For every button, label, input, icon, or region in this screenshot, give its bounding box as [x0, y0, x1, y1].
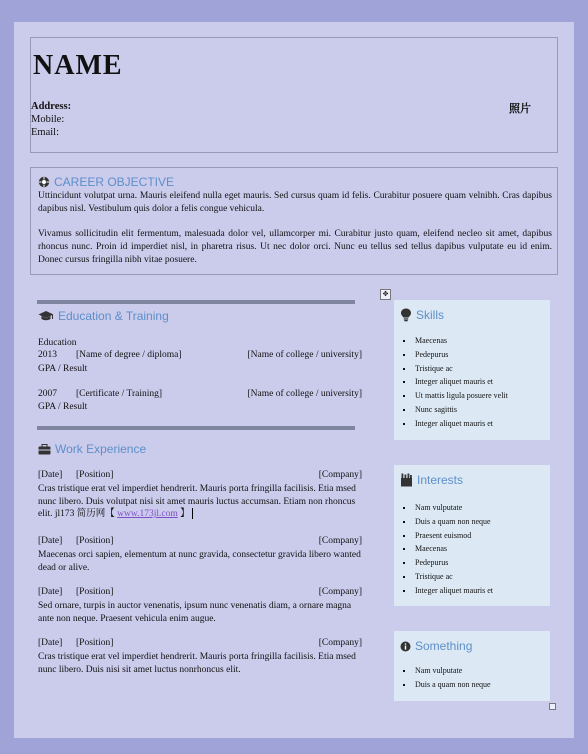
resume-page — [14, 22, 574, 738]
job-4-description[interactable]: Cras tristique erat vel imperdiet hendrerit. Mauris porta fringilla facilisis. Etia msed nunc libero. Duis nisi sit amet luctus nonrhoncus elit. — [38, 652, 356, 675]
list-item[interactable]: ▪ Tristique ac — [414, 570, 493, 584]
target-icon — [38, 176, 50, 188]
pencils-icon — [400, 473, 413, 487]
list-item[interactable]: ▪ Pedepurus — [414, 556, 493, 570]
list-item[interactable]: ▪ Nunc sagittis — [414, 403, 508, 417]
graduation-cap-icon — [38, 310, 54, 322]
something-list — [402, 664, 491, 692]
job-date[interactable]: [Date] — [38, 587, 63, 597]
text-cursor — [192, 508, 193, 519]
email-label[interactable]: Email: — [31, 127, 59, 138]
list-item[interactable]: ▪ Maecenas — [414, 542, 493, 556]
contact-block — [31, 100, 71, 139]
candidate-name[interactable]: NAME — [33, 50, 123, 81]
work-heading — [38, 442, 146, 456]
job-2-description[interactable]: Maecenas orci sapien, elementum at nunc gravida, consectetur gravida libero wanted dead or alive. — [38, 550, 361, 573]
address-label[interactable]: Address: — [31, 101, 72, 112]
career-objective-heading — [38, 175, 174, 189]
list-item[interactable]: ▪ Ut mattis ligula posuere velit — [414, 389, 508, 403]
interests-heading — [400, 473, 463, 487]
training-certificate[interactable]: [Certificate / Training] — [76, 389, 163, 399]
skills-heading — [400, 308, 444, 322]
education-year[interactable]: 2013 — [38, 350, 57, 360]
job-description-text: Cras tristique erat vel imperdiet hendrerit. Mauris porta fringilla facilisis. Etia msed nunc libero. Duis volutpat nisi sit amet mauris luctus accumsan. Etiam non rhoncus elit. — [38, 484, 356, 519]
career-objective-box — [30, 167, 558, 275]
skills-panel — [394, 300, 550, 440]
mobile-label[interactable]: Mobile: — [31, 114, 65, 125]
education-college[interactable]: [Name of college / university] — [247, 350, 362, 360]
job-position[interactable]: [Position] — [76, 638, 114, 648]
interests-list — [402, 501, 493, 598]
job-company[interactable]: [Company] — [318, 536, 362, 546]
list-item[interactable]: ▪ Integer aliquet mauris et — [414, 375, 508, 389]
photo-placeholder[interactable]: 照片 — [509, 102, 531, 115]
list-item[interactable]: ▪ Nam vulputate — [414, 664, 491, 678]
training-gpa[interactable]: GPA / Result — [38, 402, 88, 412]
job-3-description[interactable]: Sed ornare, turpis in auctor venenatis, ipsum nunc venenatis diam, a ornare magna ante non neque. Praesent vehicula enim augue. — [38, 601, 352, 624]
job-date[interactable]: [Date] — [38, 638, 63, 648]
watermark-link[interactable]: www.173jl.com — [117, 509, 178, 519]
list-item[interactable]: ▪ Duis a quam non neque — [414, 678, 491, 692]
something-title[interactable]: Something — [415, 639, 473, 653]
objective-paragraph-1[interactable]: Uttincidunt volutpat urna. Mauris eleifend nulla eget mauris. Sed cursus quam id felis. Curabitur posuere quam velnibh. Cras dapibus dapibus nisl. Vestibulum quis dolor a felis congue vehicula. — [38, 191, 552, 214]
watermark-suffix: 】 — [180, 509, 190, 519]
something-heading — [400, 639, 472, 653]
interests-title[interactable]: Interests — [417, 473, 464, 487]
education-rule — [37, 300, 355, 304]
education-degree[interactable]: [Name of degree / diploma] — [76, 350, 182, 360]
job-date[interactable]: [Date] — [38, 470, 63, 480]
job-company[interactable]: [Company] — [318, 470, 362, 480]
job-company[interactable]: [Company] — [318, 587, 362, 597]
info-icon — [400, 641, 411, 652]
job-date[interactable]: [Date] — [38, 536, 63, 546]
briefcase-icon — [38, 444, 51, 455]
objective-paragraph-2[interactable]: Vivamus sollicitudin elit fermentum, malesuada dolor vel, ullamcorper mi. Curabitur justo quam, eleifend necleo sit amet, dapibus rhoncus nunc. Proin id imperdiet nisl, in pharetra risus. Ut nec dolor orci. Nunc eu tellus sed tellus dapibus vulputate eu id enim. Donec cursus fringilla nibh vitae posuere. — [38, 229, 552, 265]
career-objective-title[interactable]: CAREER OBJECTIVE — [54, 175, 175, 189]
resize-handle-icon[interactable] — [549, 703, 556, 710]
watermark-prefix: jl173 简历网【 — [54, 509, 115, 519]
job-1-description[interactable] — [38, 483, 362, 521]
lightbulb-icon — [400, 308, 412, 322]
list-item[interactable]: ▪ Pedepurus — [414, 348, 508, 362]
list-item[interactable]: ▪ Duis a quam non neque — [414, 515, 493, 529]
job-position[interactable]: [Position] — [76, 536, 114, 546]
skills-title[interactable]: Skills — [416, 308, 445, 322]
job-company[interactable]: [Company] — [318, 638, 362, 648]
list-item[interactable]: ▪ Integer aliquet mauris et — [414, 417, 508, 431]
education-title[interactable]: Education & Training — [58, 309, 169, 323]
list-item[interactable]: ▪ Tristique ac — [414, 362, 508, 376]
list-item[interactable]: ▪ Praesent euismod — [414, 529, 493, 543]
list-item[interactable]: ▪ Maecenas — [414, 334, 508, 348]
interests-panel — [394, 465, 550, 606]
something-panel — [394, 631, 550, 701]
education-heading — [38, 309, 169, 323]
table-move-handle-icon[interactable]: ✥ — [380, 289, 391, 300]
education-subheading[interactable]: Education — [38, 338, 77, 348]
skills-list — [402, 334, 508, 431]
list-item[interactable]: ▪ Integer aliquet mauris et — [414, 584, 493, 598]
training-college[interactable]: [Name of college / university] — [247, 389, 362, 399]
list-item[interactable]: ▪ Nam vulputate — [414, 501, 493, 515]
work-rule — [37, 426, 355, 430]
job-position[interactable]: [Position] — [76, 470, 114, 480]
work-title[interactable]: Work Experience — [55, 442, 147, 456]
education-gpa[interactable]: GPA / Result — [38, 364, 88, 374]
header-box — [30, 37, 558, 153]
training-year[interactable]: 2007 — [38, 389, 57, 399]
job-position[interactable]: [Position] — [76, 587, 114, 597]
